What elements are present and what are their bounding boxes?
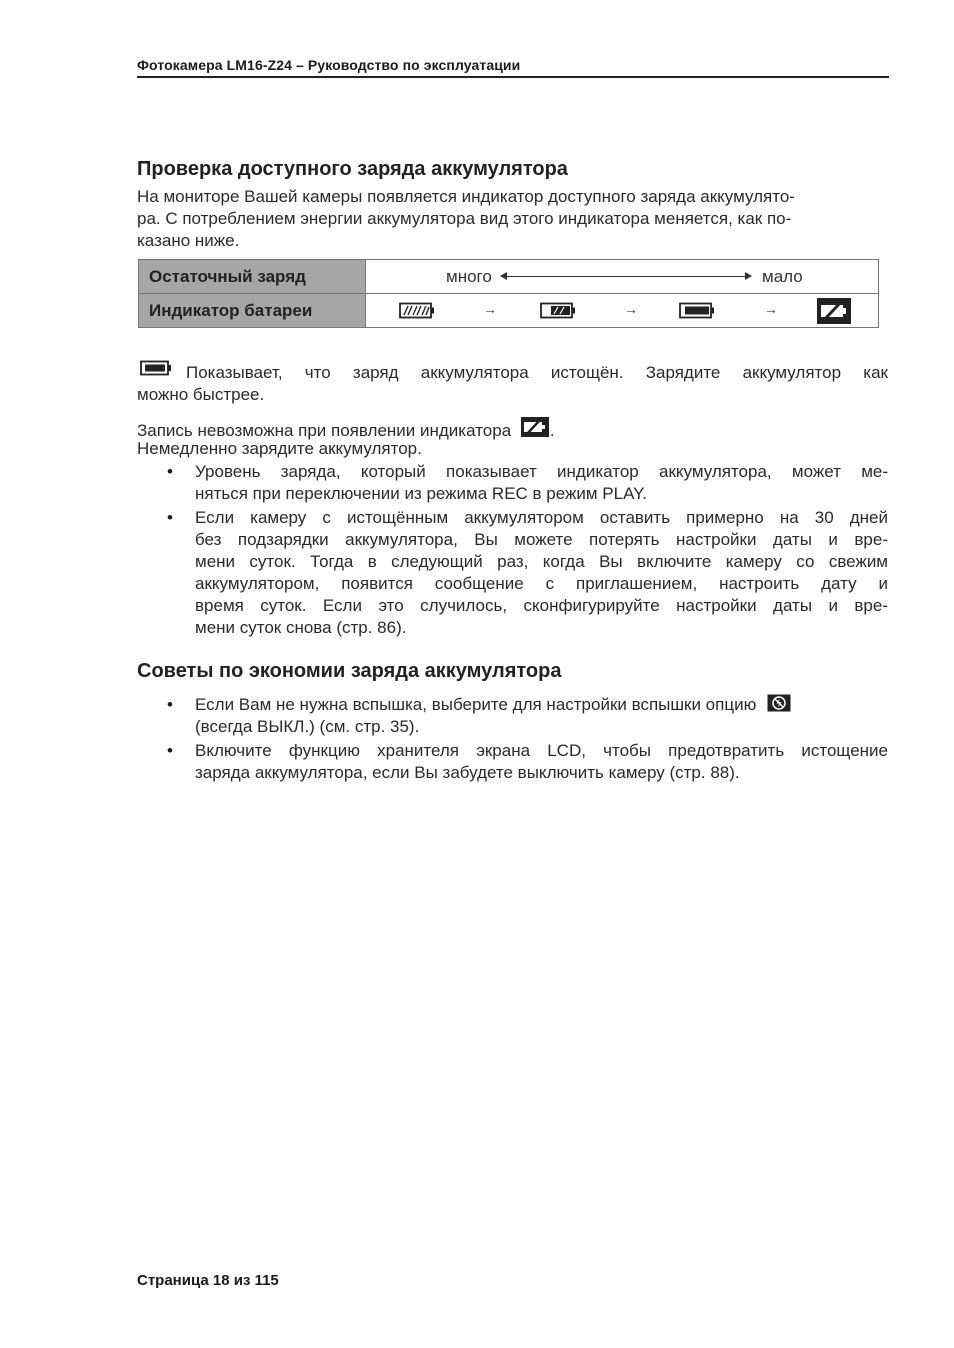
intro-line: ра. С потреблением энергии аккумулятора вид этого индикатора меняется, как по- (137, 209, 792, 228)
bullet-line: мени суток снова (стр. 86). (195, 618, 407, 637)
bullet-marker: • (167, 741, 173, 760)
sentence-end: . (549, 421, 555, 440)
battery-icons-cell (366, 294, 879, 328)
arrow-right-head (745, 272, 752, 280)
bullet-line: мени суток. Тогда в следующий раз, когда Вы включите камеру со свежим (195, 552, 888, 571)
battery-empty-inline-icon (520, 416, 550, 438)
bullet-item-lcd-saver (195, 740, 888, 784)
bullet-marker: • (167, 462, 173, 481)
page-header: Фотокамера LM16-Z24 – Руководство по эксплуатации (137, 57, 889, 78)
bullet-line: Если камеру с истощённым аккумулятором оставить примерно на 30 дней (195, 508, 888, 527)
battery-full-icon (399, 302, 435, 319)
bullet-line: Включите функцию хранителя экрана LCD, чтобы предотвратить истощение (195, 741, 888, 760)
battery-empty-icon (816, 297, 852, 325)
bullet-item-flash-off (195, 694, 888, 738)
exhausted-note-line1: Показывает, что заряд аккумулятора истощён. Зарядите аккумулятор как (186, 363, 888, 382)
bullet-item-level-change (195, 461, 888, 505)
bullet-line: Если Вам не нужна вспышка, выберите для настройки вспышки опцию (195, 695, 757, 714)
bullet-item-date-loss (195, 507, 888, 639)
bullet-line: Уровень заряда, который показывает индикатор аккумулятора, может ме- (195, 462, 888, 481)
bullet-line-with-icon (195, 694, 888, 716)
many-label: много (446, 267, 492, 286)
battery-indicator-label: Индикатор батареи (139, 294, 366, 328)
charge-scale-cell (366, 260, 879, 294)
section-heading-battery-check: Проверка доступного заряда аккумулятора (137, 158, 568, 180)
bullet-marker: • (167, 508, 173, 527)
bullet-marker: • (167, 695, 173, 714)
remaining-charge-label: Остаточный заряд (139, 260, 366, 294)
arrow-glyph: → (483, 301, 497, 317)
battery-two-thirds-icon (540, 302, 576, 319)
bullet-line: аккумулятором, появится сообщение с приглашением, настроить дату и (195, 574, 888, 593)
intro-line: На мониторе Вашей камеры появляется индикатор доступного заряда аккумулято- (137, 187, 795, 206)
arrow-glyph: → (624, 301, 638, 317)
charge-now-note: Немедленно зарядите аккумулятор. (137, 439, 422, 458)
bullet-line: няться при переключении из режима REC в режим PLAY. (195, 484, 648, 503)
flash-off-icon (767, 694, 791, 712)
intro-line: казано ниже. (137, 231, 240, 250)
battery-low-icon (679, 302, 715, 319)
recording-impossible-text: Запись невозможна при появлении индикатора (137, 421, 512, 440)
bullet-line: (всегда ВЫКЛ.) (см. стр. 35). (195, 717, 420, 736)
scale-arrow-line (506, 276, 746, 277)
bullet-line: без подзарядки аккумулятора, Вы можете потерять настройки даты и вре- (195, 530, 888, 549)
bullet-line: заряда аккумулятора, если Вы забудете выключить камеру (стр. 88). (195, 763, 740, 782)
intro-paragraph (137, 186, 889, 252)
battery-level-table (138, 259, 879, 328)
exhausted-note-line2: можно быстрее. (137, 385, 265, 404)
few-label: мало (762, 267, 803, 286)
section-heading-power-saving: Советы по экономии заряда аккумулятора (137, 660, 562, 682)
page-number-footer: Страница 18 из 115 (137, 1272, 279, 1289)
bullet-line: время суток. Если это случилось, сконфигурируйте настройки даты и вре- (195, 596, 888, 615)
battery-low-inline-icon (140, 360, 172, 376)
arrow-glyph: → (764, 301, 778, 317)
